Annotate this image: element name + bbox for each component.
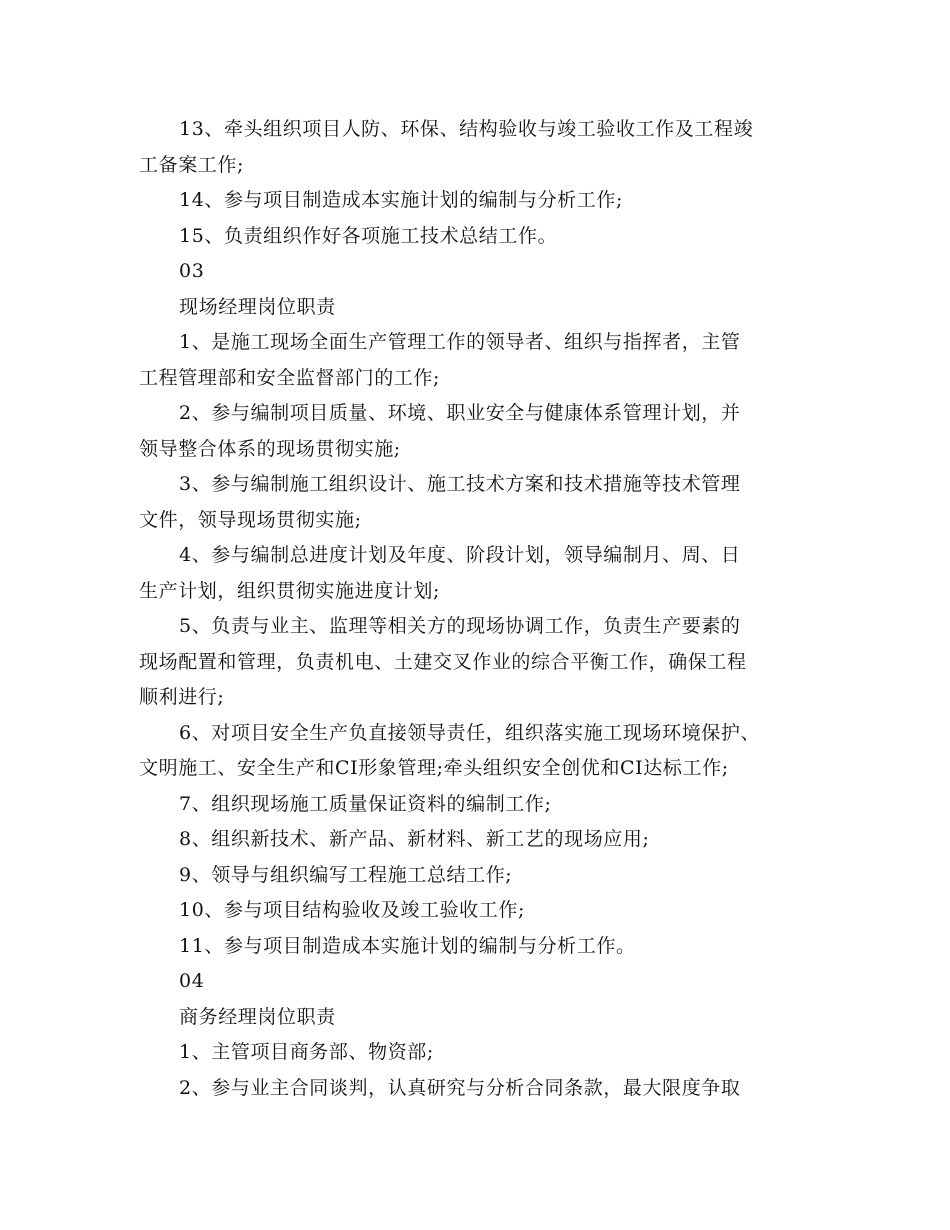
paragraph xyxy=(139,290,819,326)
text-line: 现场配置和管理，负责机电、土建交叉作业的综合平衡工作，确保工程 xyxy=(139,650,747,673)
document-body xyxy=(139,112,819,1106)
paragraph xyxy=(139,254,819,290)
paragraph xyxy=(139,1071,819,1107)
paragraph xyxy=(139,929,819,965)
text-line: 领导整合体系的现场贯彻实施; xyxy=(139,437,401,460)
text-line: 03 xyxy=(179,260,205,282)
paragraph xyxy=(139,787,819,823)
paragraph xyxy=(139,716,819,787)
text-line: 10、参与项目结构验收及竣工验收工作; xyxy=(179,899,525,921)
paragraph xyxy=(139,964,819,1000)
text-line: 生产计划，组织贯彻实施进度计划; xyxy=(139,579,441,602)
text-line: 工备案工作; xyxy=(139,153,245,176)
text-line: 4、参与编制总进度计划及年度、阶段计划，领导编制月、周、日 xyxy=(179,544,741,566)
text-line: 9、领导与组织编写工程施工总结工作; xyxy=(179,863,513,886)
text-line: 8、组织新技术、新产品、新材料、新工艺的现场应用; xyxy=(179,828,650,850)
text-line: 11、参与项目制造成本实施计划的编制与分析工作。 xyxy=(179,934,636,957)
paragraph xyxy=(139,1000,819,1036)
text-line: 1、主管项目商务部、物资部; xyxy=(179,1041,434,1063)
paragraph xyxy=(139,219,819,255)
paragraph xyxy=(139,467,819,538)
paragraph xyxy=(139,609,819,716)
text-line: 1、是施工现场全面生产管理工作的领导者、组织与指挥者，主管 xyxy=(179,331,741,353)
paragraph xyxy=(139,325,819,396)
text-line: 04 xyxy=(179,970,205,992)
paragraph xyxy=(139,538,819,609)
text-line: 文明施工、安全生产和CI形象管理;牵头组织安全创优和CI达标工作; xyxy=(139,757,729,779)
paragraph xyxy=(139,893,819,929)
text-line: 7、组织现场施工质量保证资料的编制工作; xyxy=(179,792,552,815)
text-line: 3、参与编制施工组织设计、施工技术方案和技术措施等技术管理 xyxy=(179,473,741,495)
text-line: 5、负责与业主、监理等相关方的现场协调工作，负责生产要素的 xyxy=(179,615,741,637)
paragraph xyxy=(139,858,819,894)
text-line: 13、牵头组织项目人防、环保、结构验收与竣工验收工作及工程竣 xyxy=(179,118,754,140)
text-line: 2、参与编制项目质量、环境、职业安全与健康体系管理计划，并 xyxy=(179,402,741,424)
text-line: 14、参与项目制造成本实施计划的编制与分析工作; xyxy=(179,189,623,211)
paragraph xyxy=(139,822,819,858)
text-line: 文件，领导现场贯彻实施; xyxy=(139,508,362,531)
paragraph xyxy=(139,183,819,219)
paragraph xyxy=(139,396,819,467)
paragraph xyxy=(139,112,819,183)
paragraph xyxy=(139,1035,819,1071)
text-line: 顺利进行; xyxy=(139,686,225,708)
text-line: 商务经理岗位职责 xyxy=(179,1005,336,1028)
text-line: 工程管理部和安全监督部门的工作; xyxy=(139,366,441,389)
text-line: 15、负责组织作好各项施工技术总结工作。 xyxy=(179,224,558,247)
text-line: 6、对项目安全生产负直接领导责任，组织落实施工现场环境保护、 xyxy=(179,721,761,744)
text-line: 现场经理岗位职责 xyxy=(179,295,336,318)
text-line: 2、参与业主合同谈判，认真研究与分析合同条款，最大限度争取 xyxy=(179,1076,741,1099)
